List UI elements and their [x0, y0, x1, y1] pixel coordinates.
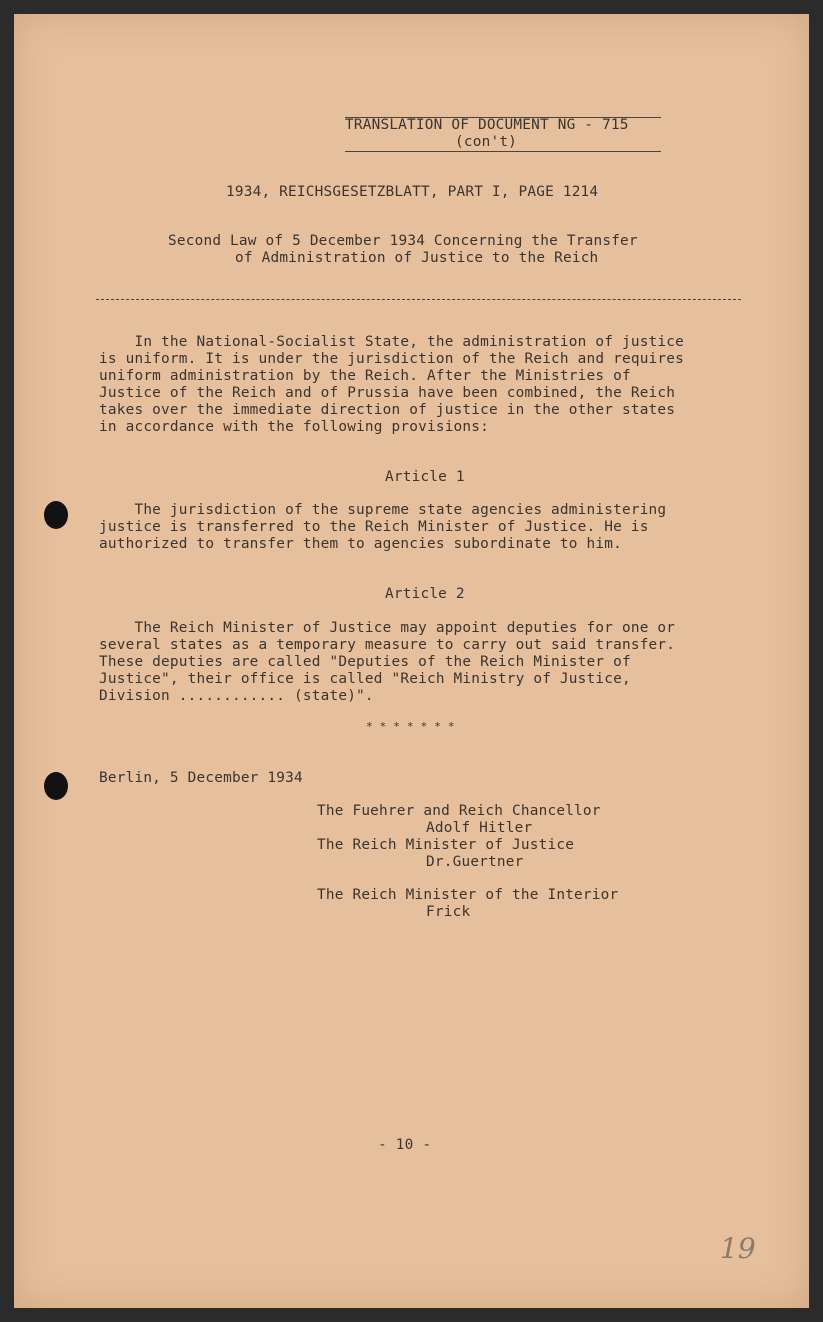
law-title-line-1: Second Law of 5 December 1934 Concerning the Transfer [168, 233, 638, 249]
preamble-line: uniform administration by the Reich. After the Ministries of [99, 368, 631, 384]
handwritten-page-mark: 19 [720, 1232, 756, 1265]
signatory-name: Adolf Hitler [426, 820, 533, 836]
article-2-line: These deputies are called "Deputies of the Reich Minister of [99, 654, 631, 670]
signatory-name: Frick [426, 904, 471, 920]
title-top-rule [345, 117, 661, 118]
gazette-reference: 1934, REICHSGESETZBLATT, PART I, PAGE 1214 [226, 184, 599, 200]
preamble-line: Justice of the Reich and of Prussia have been combined, the Reich [99, 385, 676, 401]
punch-hole-top [44, 501, 68, 529]
preamble-line: takes over the immediate direction of justice in the other states [99, 402, 676, 418]
signatory-title: The Reich Minister of Justice [317, 837, 575, 853]
title-bottom-rule [345, 151, 661, 152]
continued-label: (con't) [455, 134, 518, 150]
law-title-line-2: of Administration of Justice to the Reich [235, 250, 599, 266]
article-1-heading: Article 1 [385, 469, 465, 485]
article-2-line: several states as a temporary measure to carry out said transfer. [99, 637, 676, 653]
article-2-line: Justice", their office is called "Reich Ministry of Justice, [99, 671, 631, 687]
signatory-name: Dr.Guertner [426, 854, 524, 870]
article-2-heading: Article 2 [385, 586, 465, 602]
signatory-title: The Fuehrer and Reich Chancellor [317, 803, 601, 819]
section-separator: * * * * * * * [366, 720, 455, 733]
translation-title: TRANSLATION OF DOCUMENT NG - 715 [345, 117, 629, 133]
header-divider [96, 299, 741, 300]
punch-hole-bottom [44, 772, 68, 800]
article-1-line: The jurisdiction of the supreme state agencies administering [99, 502, 667, 518]
preamble-line: In the National-Socialist State, the administration of justice [99, 334, 685, 350]
article-1-line: justice is transferred to the Reich Minister of Justice. He is [99, 519, 649, 535]
place-date: Berlin, 5 December 1934 [99, 770, 303, 786]
article-2-line: The Reich Minister of Justice may appoint deputies for one or [99, 620, 676, 636]
preamble-line: is uniform. It is under the jurisdiction of the Reich and requires [99, 351, 685, 367]
article-1-line: authorized to transfer them to agencies subordinate to him. [99, 536, 622, 552]
article-2-line: Division ............ (state)". [99, 688, 374, 704]
signatory-title: The Reich Minister of the Interior [317, 887, 619, 903]
page-number: - 10 - [378, 1137, 432, 1153]
preamble-line: in accordance with the following provisions: [99, 419, 490, 435]
